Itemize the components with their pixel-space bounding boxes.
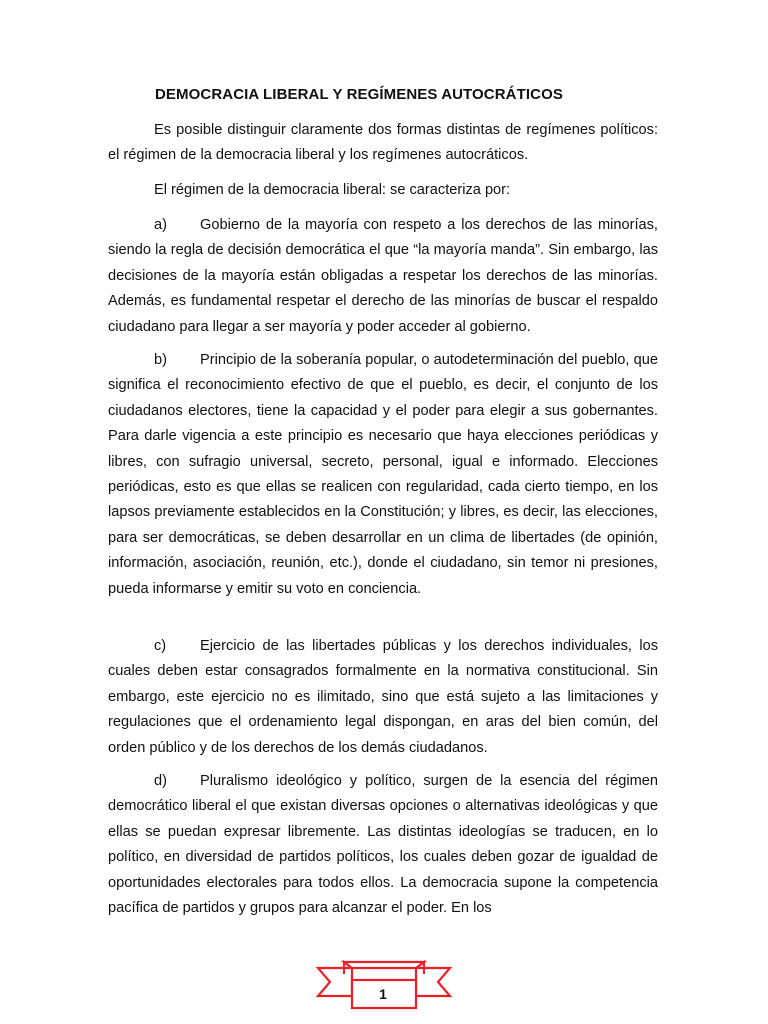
intro-paragraph: Es posible distinguir claramente dos formas distintas de regímenes políticos: el régimen de la democracia liberal y los regímenes autocráticos. (108, 122, 658, 164)
item-label: c) (154, 638, 167, 654)
lead-paragraph: El régimen de la democracia liberal: se caracteriza por: (154, 182, 511, 198)
item-text: Principio de la soberanía popular, o autodeterminación del pueblo, que significa el reconocimiento efectivo de que el pueblo, es decir, el conjunto de los ciudadanos electores, tiene la capacidad y el poder para elegir a sus gobernantes. Para darle vigencia a este principio es necesario que haya elecciones periódicas y libres, con sufragio universal, secreto, personal, igual e informado. Elecciones periódicas, esto es que ellas se realicen con regularidad, cada cierto tiempo, en los lapsos previamente establecidos en la Constitución; y libres, es decir, las elecciones, para ser democráticas, se deben desarrollar en un clima de libertades (de opinión, información, asociación, reunión, etc.), donde el ciudadano, sin temor ni presiones, pueda informarse y emitir su voto en conciencia. (108, 352, 658, 597)
item-label: b) (154, 352, 167, 368)
document-title: DEMOCRACIA LIBERAL Y REGÍMENES AUTOCRÁTICOS (155, 86, 563, 103)
list-item-a (108, 213, 658, 340)
item-text: Gobierno de la mayoría con respeto a los derechos de las minorías, siendo la regla de decisión democrática el que “la mayoría manda”. Sin embargo, las decisiones de la mayoría están obligadas a respetar los derechos de las minorías. Además, es fundamental respetar el derecho de las minorías de buscar el respaldo ciudadano para llegar a ser mayoría y poder acceder al gobierno. (108, 217, 658, 335)
item-label: a) (154, 217, 167, 233)
item-label: d) (154, 773, 167, 789)
list-item-c (108, 634, 658, 761)
page-number: 1 (379, 986, 387, 1002)
list-item-d (108, 769, 658, 921)
item-text: Pluralismo ideológico y político, surgen de la esencia del régimen democrático liberal el que existan diversas opciones o alternativas ideológicas y que ellas se puedan expresar libremente. Las distintas ideologías se traducen, en lo político, en diversidad de partidos políticos, los cuales deben gozar de igualdad de oportunidades electorales para todos ellos. La democracia supone la competencia pacífica de partidos y grupos para alcanzar el poder. En los (108, 773, 658, 917)
list-item-b (108, 348, 658, 602)
item-text: Ejercicio de las libertades públicas y los derechos individuales, los cuales deben estar consagrados formalmente en la normativa constitucional. Sin embargo, este ejercicio no es ilimitado, sino que está sujeto a las limitaciones y regulaciones que el ordenamiento legal dispongan, en aras del bien común, del orden público y de los derechos de los demás ciudadanos. (108, 638, 658, 756)
